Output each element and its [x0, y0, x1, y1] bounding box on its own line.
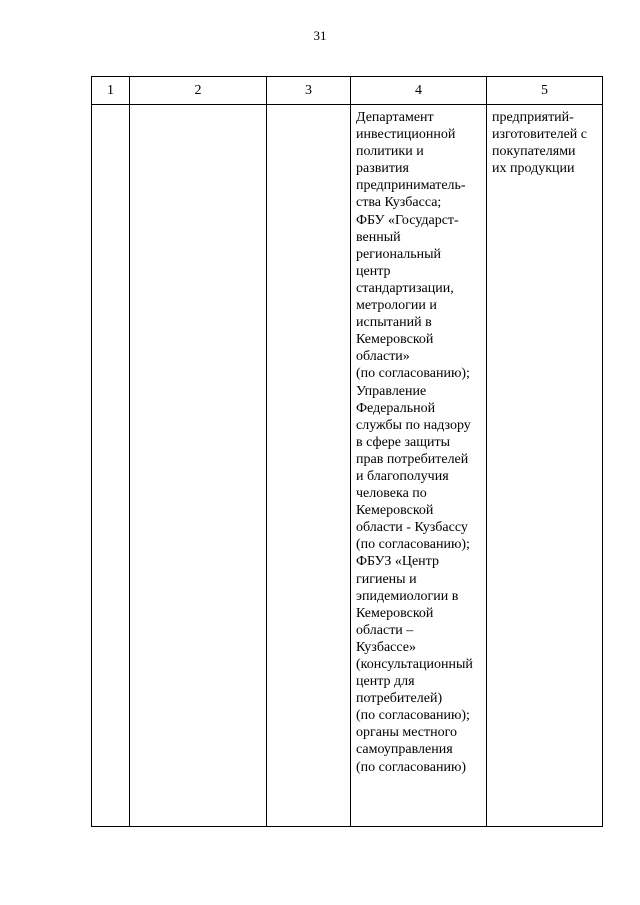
text-line: области»: [356, 349, 410, 365]
text-line: ства Кузбасса;: [356, 195, 442, 211]
text-line: развития: [356, 161, 409, 177]
page-number: 31: [313, 28, 327, 43]
text-line: покупателями: [492, 144, 576, 160]
cell-col2: [130, 105, 267, 827]
header-cell-1: 1: [92, 77, 130, 105]
cell-col4-responsible: [351, 105, 487, 827]
text-line: предприниматель-: [356, 178, 466, 194]
text-line: стандартизации,: [356, 280, 454, 296]
text-line: ФБУЗ «Центр: [356, 554, 439, 570]
text-line: Федеральной: [356, 400, 436, 416]
text-line: Управление: [356, 383, 427, 399]
text-line: (по согласованию);: [356, 366, 470, 382]
text-line: региональный: [356, 246, 442, 262]
text-line: области - Кузбассу: [356, 520, 468, 536]
description-text: [487, 105, 602, 177]
text-line: Департамент: [356, 110, 434, 125]
header-cell-4: 4: [351, 77, 487, 105]
header-cell-2: 2: [130, 77, 267, 105]
text-line: в сфере защиты: [356, 434, 451, 450]
text-line: прав потребителей: [356, 451, 469, 467]
text-line: центр: [356, 263, 391, 279]
responsible-parties-text: [351, 105, 486, 776]
text-line: Кузбассе»: [356, 639, 416, 655]
text-line: испытаний в: [356, 315, 432, 331]
text-line: (по согласованию);: [356, 537, 470, 553]
header-cell-5: 5: [487, 77, 603, 105]
table-header-row: [92, 77, 603, 105]
text-line: (консультационный: [356, 657, 473, 672]
text-line: и благополучия: [356, 468, 449, 484]
text-line: потребителей): [356, 691, 443, 707]
text-line: центр для: [356, 674, 415, 690]
text-line: области –: [356, 622, 414, 638]
text-line: их продукции: [492, 161, 575, 177]
text-line: Кемеровской: [356, 605, 434, 621]
text-line: самоуправления: [356, 742, 453, 758]
cell-col5: [487, 105, 603, 827]
text-line: политики и: [356, 144, 424, 160]
text-line: (по согласованию): [356, 759, 467, 775]
text-line: Кемеровской: [356, 332, 434, 348]
text-line: изготовителей с: [492, 127, 588, 143]
text-line: гигиены и: [356, 571, 417, 587]
table-row: [92, 105, 603, 827]
cell-col1: [92, 105, 130, 827]
cell-col3: [267, 105, 351, 827]
text-line: (по согласованию);: [356, 708, 470, 724]
text-line: венный: [356, 229, 401, 245]
text-line: ФБУ «Государст-: [356, 212, 459, 228]
document-table: [91, 76, 603, 827]
text-line: органы местного: [356, 725, 457, 741]
text-line: человека по: [356, 486, 427, 502]
header-cell-3: 3: [267, 77, 351, 105]
text-line: эпидемиологии в: [356, 588, 459, 604]
text-line: предприятий-: [492, 110, 574, 125]
text-line: службы по надзору: [356, 417, 471, 433]
text-line: инвестиционной: [356, 127, 456, 143]
text-line: Кемеровской: [356, 503, 434, 519]
text-line: метрологии и: [356, 298, 437, 314]
